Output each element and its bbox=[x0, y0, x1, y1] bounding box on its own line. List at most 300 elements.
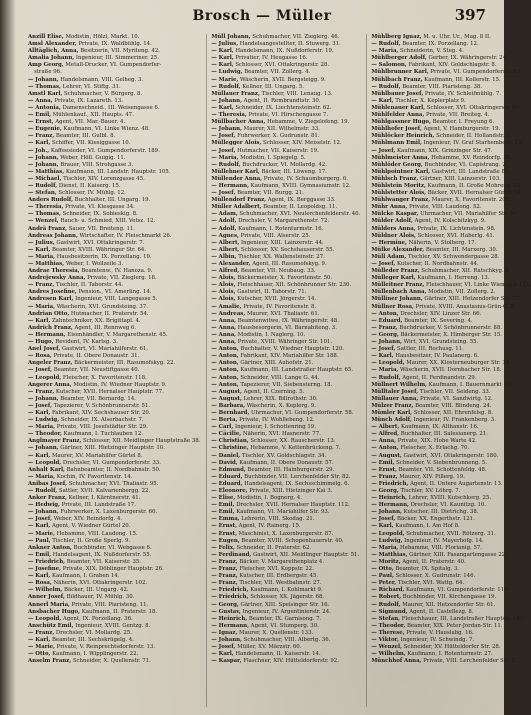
directory-entry bbox=[371, 69, 531, 76]
entry-details: Agent, II. Ferdinandstr. 29. bbox=[402, 374, 477, 381]
directory-entry bbox=[28, 233, 200, 240]
directory-entry bbox=[371, 630, 531, 637]
directory-entry bbox=[211, 41, 360, 48]
directory-entry bbox=[371, 523, 531, 530]
entry-name: — Johann, bbox=[211, 126, 242, 133]
directory-entry bbox=[28, 140, 200, 147]
entry-name: — Josef, bbox=[211, 147, 236, 154]
entry-details: Tischler, II. Taborstr. 44. bbox=[55, 282, 124, 289]
entry-name: — Elise, bbox=[211, 495, 236, 502]
directory-entry bbox=[211, 346, 360, 353]
entry-name: — Alois, bbox=[211, 289, 236, 296]
entry-details: Private, IV. Favoritenstr. 8. bbox=[243, 303, 317, 310]
entry-details: Private, VIII. Piaristeng. 11. bbox=[71, 601, 149, 608]
entry-name: Münchhof Anna, bbox=[371, 658, 422, 665]
entry-details: Schlosser, XV. Sechshauserstr. 55. bbox=[241, 246, 335, 253]
entry-details: Buchbinder, VII. Lerchenfelder Str. 82. bbox=[244, 473, 351, 480]
directory-entry bbox=[28, 375, 200, 382]
entry-name: — Josef, bbox=[371, 346, 396, 353]
directory-entry bbox=[371, 247, 531, 254]
directory-entry bbox=[371, 332, 531, 339]
directory-entry bbox=[28, 69, 200, 76]
entry-name: — Ernst, bbox=[211, 530, 237, 537]
entry-name: Mühlbrunner Karl, bbox=[371, 69, 429, 76]
entry-details: Modistin, I. Spiegelg. 5. bbox=[240, 154, 306, 161]
entry-details: Beamter, VII. Bernardg. 14. bbox=[60, 395, 136, 402]
entry-name: — Karl, bbox=[371, 523, 394, 530]
entry-name: — Leopold, bbox=[28, 374, 62, 381]
entry-details: Beamtenwitwe, IX. Währingerstr. 48. bbox=[237, 317, 339, 324]
entry-name: — Emma, bbox=[211, 516, 240, 523]
entry-details: Ingenieur, XVIII. Gentzg. 8. bbox=[75, 622, 151, 629]
entry-details: Beamter, IX. Garnisong. 7. bbox=[248, 615, 322, 622]
entry-name: Ankner Anton, bbox=[28, 544, 72, 551]
entry-details: Weber, Höll. Guigig. 11. bbox=[60, 154, 126, 161]
directory-entry bbox=[211, 445, 360, 452]
directory-entry bbox=[28, 431, 200, 438]
directory-entry bbox=[28, 119, 200, 126]
entry-details: Fuhrwerker, X. Gudrunstr. 81. bbox=[237, 133, 320, 140]
entry-name: Mühlstetter Alois, bbox=[371, 190, 427, 197]
entry-name: — Karl, bbox=[28, 246, 51, 253]
entry-details: Hutmacher, II. Praterstr. 54. bbox=[70, 310, 149, 317]
entry-details: Gärtner, XIII. Fasangartengasse 22. bbox=[409, 551, 507, 558]
entry-name: — Johann, bbox=[28, 395, 59, 402]
directory-entry bbox=[211, 502, 360, 509]
entry-name: — Heinrich, bbox=[211, 615, 248, 622]
directory-entry bbox=[371, 516, 531, 523]
entry-name: — Alois, bbox=[211, 275, 236, 282]
entry-name: — Karl, bbox=[28, 409, 51, 416]
entry-details: Sattler, XVII. Kalvarienbergg. 22. bbox=[58, 488, 151, 494]
directory-entry bbox=[371, 453, 531, 460]
entry-name: — August, bbox=[371, 452, 402, 459]
directory-entry bbox=[211, 431, 360, 438]
directory-entry bbox=[211, 98, 360, 105]
entry-details: Drechsler, VI. Gumpendorferstr. 33. bbox=[62, 459, 161, 466]
entry-name: — Anton, bbox=[371, 310, 399, 317]
entry-name: Mühlmeister Anna, bbox=[371, 154, 430, 161]
directory-entry bbox=[211, 396, 360, 403]
entry-details: Kaufmann, I. Am Hof 8. bbox=[395, 523, 460, 530]
entry-name: — Marie, bbox=[28, 644, 55, 651]
entry-name: — Karl, bbox=[211, 55, 234, 62]
entry-details: Privatier, IV. Heugasse 16. bbox=[235, 55, 308, 62]
directory-column-3 bbox=[366, 34, 531, 707]
entry-name: Mühlpointner Karl, bbox=[371, 168, 431, 175]
entry-details: Kaufmann, I. Kohlmarkt 9. bbox=[250, 587, 323, 594]
entry-name: — Josef, bbox=[28, 402, 52, 409]
entry-details: Pension., VI. Amerling. 14. bbox=[78, 289, 152, 296]
entry-details: Private, IX. Lazareth. 13. bbox=[54, 97, 124, 104]
entry-details: Fabrikant, XIV. Mariahilfer Str. 188. bbox=[240, 353, 339, 360]
entry-name: — Josef, bbox=[371, 147, 396, 154]
entry-details: Handelsagent, IX. Nußdorferstr. 55. bbox=[52, 551, 152, 558]
entry-name: — Otto, bbox=[371, 566, 394, 573]
entry-details: Agent, III. Rennweg 6. bbox=[74, 324, 137, 331]
entry-name: — Johann, bbox=[28, 445, 59, 452]
entry-details: Schuhmacher, VII. Zieglerg. 46. bbox=[252, 34, 340, 40]
entry-name: — Leopold, bbox=[371, 360, 405, 367]
directory-entry bbox=[28, 197, 200, 204]
entry-details: Private, VI. Gumpendorferstr. 63. bbox=[430, 69, 522, 76]
entry-details: Näherin, V. Stolberg. 17. bbox=[408, 239, 477, 246]
directory-entry bbox=[211, 637, 360, 644]
entry-details: Private, VIII. Lerchenfelder Str. 2. bbox=[423, 658, 517, 665]
entry-name: — Friedrich, bbox=[371, 480, 409, 487]
entry-name: — Franz, bbox=[28, 388, 55, 395]
entry-name: — Anton, bbox=[211, 374, 239, 381]
entry-name: — Hedwig, bbox=[28, 502, 60, 509]
directory-entry bbox=[371, 183, 531, 190]
directory-entry bbox=[211, 353, 360, 360]
directory-entry bbox=[28, 651, 200, 658]
entry-name: — Thomas, bbox=[28, 83, 61, 90]
entry-name: — Ernst, bbox=[28, 119, 54, 126]
directory-entry bbox=[28, 353, 200, 360]
entry-name: Mühlberg Ignaz, bbox=[371, 34, 422, 40]
entry-details: Tapezierer, V. Schönbrunnerstr. 51. bbox=[53, 402, 151, 409]
entry-details: Näherin, XVI. Ottakringerstr. 102. bbox=[53, 580, 148, 587]
entry-name: — Johann, bbox=[28, 509, 59, 516]
entry-name: Mülleder Franz, bbox=[371, 268, 420, 275]
entry-details: Private, VIII. Josefstädter Str. 29. bbox=[56, 424, 148, 431]
directory-entry bbox=[211, 69, 360, 76]
directory-entry bbox=[28, 438, 200, 445]
entry-details: Dienst, II. Kaiserg. 15. bbox=[58, 182, 121, 189]
directory-entry bbox=[371, 488, 531, 495]
entry-details: Kaufmann, XVIII. Gymnasiumstr. 12. bbox=[250, 182, 351, 189]
entry-details: Hebamme, VIII. Florianig. 57. bbox=[400, 544, 483, 551]
entry-details: Ingenieur, XIII. Lainzerstr. 44. bbox=[241, 239, 324, 246]
entry-details: Tischler, XV. Schwendergasse 28. bbox=[407, 253, 500, 260]
directory-entry bbox=[211, 289, 360, 296]
directory-entry bbox=[211, 183, 360, 190]
directory-entry bbox=[371, 353, 531, 360]
entry-details: Wirt, XVI. Grundsteing. 55. bbox=[403, 339, 479, 346]
entry-name: — Anton, bbox=[211, 346, 239, 353]
entry-name: — Rosa, bbox=[28, 353, 52, 360]
directory-entry bbox=[28, 509, 200, 516]
directory-entry bbox=[28, 126, 200, 133]
directory-entry bbox=[371, 609, 531, 616]
entry-details: Kutscher, III. Erdbergstr. 45. bbox=[239, 573, 319, 580]
entry-name: — Eduard, bbox=[211, 473, 243, 480]
entry-details: Drechsler, XVII. Hernalser Hauptstr. 112. bbox=[236, 502, 350, 509]
directory-entry bbox=[28, 566, 200, 573]
entry-details: Kaufmann, IX. Althanstr. 16. bbox=[400, 424, 479, 431]
entry-name: — Bernhard, bbox=[211, 409, 250, 416]
entry-details: Buchdrucker, V. Schönbrunnerstr. 88. bbox=[399, 324, 502, 331]
entry-details: Beamter, VII. Neustiftgasse 40. bbox=[53, 367, 140, 374]
directory-entry bbox=[28, 34, 200, 41]
entry-name: — Maria, bbox=[371, 367, 399, 374]
entry-name: — Adolf, bbox=[211, 225, 237, 232]
directory-entry bbox=[28, 176, 200, 183]
entry-details: Kutscher, II. Nordbahnstr. 44. bbox=[397, 261, 479, 267]
entry-details: Agent, II. Rembrandtstr. 30. bbox=[243, 97, 321, 104]
entry-details: Beamter, VII. Schottenfeldg. 48. bbox=[398, 466, 487, 473]
directory-entry bbox=[371, 531, 531, 538]
entry-details: Agent, IX. Porzellang. 36. bbox=[62, 615, 133, 622]
entry-details: Uhrmacher, VI. Gumpendorferstr. 58. bbox=[251, 409, 354, 416]
entry-name: — Wenzel, bbox=[371, 644, 402, 651]
entry-details: Beamter, III. Hainburgerstr. 29. bbox=[247, 466, 335, 473]
entry-name: — Ferdinand, bbox=[211, 551, 252, 558]
entry-name: — Maria, bbox=[371, 48, 399, 55]
entry-name: — Maria, bbox=[28, 303, 55, 310]
directory-entry bbox=[371, 552, 531, 559]
directory-entry bbox=[28, 77, 200, 84]
entry-name: Müllender Anna, bbox=[211, 175, 263, 182]
entry-details: Hausbesitzerin, IX. Porzellang. 19. bbox=[56, 253, 152, 260]
directory-entry bbox=[28, 637, 200, 644]
directory-entry bbox=[211, 140, 360, 147]
entry-name: — Rudolf, bbox=[211, 83, 241, 90]
entry-details: Ingenieur, IV. Frankenberg. 3. bbox=[413, 417, 496, 424]
entry-details: Kutscher, XVII. Jörgerstr. 14. bbox=[237, 296, 317, 303]
directory-entry bbox=[28, 587, 200, 594]
entry-details: Agent, II. Praterstr. 40. bbox=[402, 558, 466, 565]
directory-entry bbox=[371, 382, 531, 389]
directory-entry bbox=[28, 289, 200, 296]
directory-entry bbox=[211, 417, 360, 424]
entry-details: Gärtner, XIII. Auhofstr. 21. bbox=[240, 360, 314, 367]
directory-entry bbox=[28, 410, 200, 417]
entry-details: Kaffeesieder, VI. Gumpendorferstr. 189. bbox=[50, 147, 160, 154]
entry-details: Ingenieur, IV. Schwindg. 7. bbox=[400, 636, 475, 643]
entry-details: Beamter, III. Gulbl. 8. bbox=[55, 133, 116, 140]
entry-name: — Karl, bbox=[28, 317, 51, 324]
entry-details: Private, IX. Waldbühlg. 14. bbox=[78, 41, 152, 48]
directory-entry bbox=[28, 531, 200, 538]
entry-details: Ingenieur, III. Simmeriner. 25. bbox=[75, 55, 159, 62]
directory-entry bbox=[28, 282, 200, 289]
entry-details: Bildhauer, IV. Mühlg. 30. bbox=[66, 594, 135, 601]
directory-entry bbox=[211, 538, 360, 545]
directory-entry bbox=[211, 304, 360, 311]
directory-entry bbox=[371, 34, 531, 41]
entry-name: — Carl, bbox=[211, 424, 234, 431]
entry-name: — Georg, bbox=[371, 331, 399, 338]
entry-details: Private, XVIII. Währinger Str. 101. bbox=[237, 339, 333, 346]
entry-details: Gärtner, XIII. Speisinger Str. 16. bbox=[240, 601, 330, 608]
entry-name: — Agnes, bbox=[211, 232, 239, 239]
entry-name: — Kaspar, bbox=[211, 658, 242, 665]
entry-name: — Johann, bbox=[28, 76, 59, 83]
entry-name: — Anton, bbox=[211, 360, 239, 367]
directory-entry bbox=[371, 318, 531, 325]
entry-details: Gastwirt, XVI. Ottakringerstr. 7. bbox=[56, 239, 145, 246]
entry-details: Schlosser, XX. Jägerstr. 68. bbox=[250, 594, 325, 601]
entry-name: — Adolf, bbox=[211, 218, 237, 225]
entry-details: Private, VI. Hirschengasse 7. bbox=[248, 112, 329, 119]
entry-name: Mülleger Karl, bbox=[371, 275, 416, 282]
entry-name: — Sigmund, bbox=[371, 608, 408, 615]
entry-details: Schneider, X. Quellenstr. 71. bbox=[72, 658, 151, 665]
directory-entry bbox=[28, 84, 200, 91]
entry-name: — Friedrich, bbox=[28, 558, 66, 565]
entry-details: Fabrikant, XIV. Sechshauser Str. 20. bbox=[51, 409, 151, 416]
entry-name: — Josef, bbox=[28, 367, 52, 374]
directory-entry bbox=[28, 304, 200, 311]
directory-entry bbox=[371, 169, 531, 176]
entry-name: — Leopold, bbox=[371, 530, 405, 537]
entry-details: Private, IV. Wohllebeng. 12. bbox=[239, 417, 315, 424]
entry-details: Gärtner, XIII. Hetzendorfer Str. 77. bbox=[424, 296, 521, 303]
entry-details: Schlosser, XII. Ehrenfelsg. 8. bbox=[413, 409, 493, 416]
directory-entry bbox=[211, 559, 360, 566]
directory-entry bbox=[371, 389, 531, 396]
entry-details: Buchbinder, VII. Kirchengasse 19. bbox=[402, 594, 497, 601]
entry-name: Andreas Johann, bbox=[28, 232, 78, 239]
entry-details: Maurer, X. Favoritenstr. 202. bbox=[431, 197, 511, 204]
entry-name: — Antonia, bbox=[28, 104, 61, 111]
directory-entry bbox=[371, 502, 531, 509]
directory-entry bbox=[28, 240, 200, 247]
entry-details: Flaschner, XIV. Hütteldorferstr. 92. bbox=[243, 658, 339, 665]
entry-name: — Matthias, bbox=[371, 551, 408, 558]
entry-name: Mülliner Johann, bbox=[371, 296, 423, 303]
entry-details: Hebamme, V. Kettenbrückeng. 7. bbox=[250, 445, 341, 452]
entry-name: — Anna, bbox=[211, 339, 237, 346]
entry-details: Lehrer, XVIII. Kutschkerg. 25. bbox=[408, 495, 492, 502]
directory-entry bbox=[28, 204, 200, 211]
directory-entry bbox=[371, 637, 531, 644]
entry-details: Modistin, I. Naglerg. 10. bbox=[237, 331, 306, 338]
directory-entry bbox=[211, 382, 360, 389]
entry-name: Mühlenauer Karl, bbox=[371, 104, 426, 111]
entry-name: — Anna, bbox=[211, 317, 237, 324]
entry-name: Mülder Adolf, bbox=[371, 218, 413, 225]
entry-name: Anibas Josef, bbox=[28, 480, 68, 487]
entry-name: — Maria, bbox=[371, 544, 399, 551]
entry-name: — Stefan, bbox=[28, 190, 57, 197]
directory-entry bbox=[371, 644, 531, 651]
directory-entry bbox=[371, 140, 531, 147]
entry-name: — Moritz, bbox=[371, 558, 401, 565]
entry-name: — Anna, bbox=[28, 97, 53, 104]
directory-entry bbox=[211, 62, 360, 69]
entry-details: Lehrer, VI. Stiftg. 31. bbox=[62, 83, 121, 90]
directory-entry bbox=[211, 474, 360, 481]
entry-name: — Friedrich, bbox=[211, 587, 249, 594]
entry-details: Private, VII. Breiteg. 4. bbox=[426, 112, 490, 119]
entry-name: Mühlbach Franz, bbox=[371, 76, 423, 83]
entry-name: — David, bbox=[211, 459, 238, 466]
entry-details: Kaufmann, I. Herreng. 13. bbox=[417, 275, 490, 282]
entry-name: — August, bbox=[211, 388, 242, 395]
directory-entry bbox=[211, 155, 360, 162]
entry-details: Weber, XIV. Reindorfg. 4. bbox=[53, 516, 123, 523]
directory-entry bbox=[211, 105, 360, 112]
entry-details: Kaufmann, I. Wipplingerstr. 22. bbox=[52, 651, 139, 658]
entry-name: — Peter, bbox=[371, 580, 397, 587]
entry-name: — Anton, bbox=[211, 353, 239, 360]
entry-details: Schneider, XV. Hütteldorfer Str. 28. bbox=[403, 644, 501, 651]
entry-name: — Ludwig, bbox=[28, 417, 60, 424]
entry-details: Modistin, I. Bognerg. 4. bbox=[236, 495, 302, 502]
entry-name: — Robert, bbox=[371, 594, 402, 601]
entry-details: Maurer, X. Quellenstr. 133. bbox=[239, 629, 314, 636]
entry-name: — Albert, bbox=[211, 239, 240, 246]
entry-details: Buchbinder, VI. Webgasse 6. bbox=[73, 544, 152, 551]
directory-entry bbox=[211, 226, 360, 233]
entry-name: — Rudolf, bbox=[371, 41, 401, 48]
entry-details: Kaufmann, II. Obere Donaustr. 57. bbox=[239, 459, 334, 466]
entry-details: Schuhmacher, VIII. Albertg. 36. bbox=[243, 636, 331, 643]
entry-details: Tischler, VIII. Lenaug. 13. bbox=[261, 90, 333, 97]
entry-details: Tischler, VII. Seideng. 33. bbox=[419, 388, 491, 395]
entry-name: — Rudolf, bbox=[371, 83, 401, 90]
directory-entry bbox=[211, 233, 360, 240]
entry-name: — Andreas, bbox=[211, 310, 246, 317]
directory-entry bbox=[211, 282, 360, 289]
entry-name: — Christian, bbox=[211, 438, 249, 445]
directory-entry bbox=[28, 552, 200, 559]
entry-name: — Barbara, bbox=[211, 402, 246, 409]
entry-details: Fleischer, X. Erlachg. 70. bbox=[400, 445, 470, 452]
entry-name: — Maria, bbox=[211, 154, 239, 161]
entry-name: Andres Josefine, bbox=[28, 289, 77, 296]
entry-details: Tapezierer, VII. Siebensterng. 18. bbox=[240, 381, 333, 388]
entry-details: Gärtner, XIII. Hietzinger Hauptstr. 10. bbox=[60, 445, 165, 452]
entry-details: Private, VI. Kiesgasse 34. bbox=[65, 204, 135, 211]
directory-entry bbox=[211, 488, 360, 495]
directory-entry bbox=[28, 62, 200, 69]
entry-details: Handelsagent, IX. Sechsschimmelg. 6. bbox=[244, 480, 350, 487]
entry-details: Kaufmann, III. Landstr. Hauptstr. 105. bbox=[65, 168, 171, 175]
entry-details: Tischler, VII. Westbahnstr. 27. bbox=[239, 580, 322, 587]
entry-details: Schuhmacher, XII. Ratschkyg. 6. bbox=[421, 268, 511, 275]
entry-name: — August, bbox=[211, 395, 242, 402]
directory-entry bbox=[371, 41, 531, 48]
page-number: 397 bbox=[454, 6, 486, 24]
entry-name: — Karl, bbox=[211, 651, 234, 658]
directory-entry bbox=[211, 268, 360, 275]
entry-name: Mühlberger Adolf, bbox=[371, 55, 427, 62]
entry-name: — Michael, bbox=[28, 175, 62, 182]
entry-name: Andrian Otto, bbox=[28, 310, 70, 317]
entry-details: Kaufmann, XIX. Grinzinger Str. 47. bbox=[397, 147, 493, 154]
directory-entry bbox=[28, 382, 200, 389]
directory-entry bbox=[371, 559, 531, 566]
directory-entry bbox=[28, 339, 200, 346]
entry-details: Maurer, XII. Hetzendorfer Str. 61. bbox=[402, 601, 496, 608]
entry-details: Maurer, XII. Wilhelmstr. 33. bbox=[243, 126, 320, 133]
entry-name: — Anna, bbox=[211, 331, 237, 338]
entry-name: — Paul, bbox=[28, 537, 51, 544]
directory-entry bbox=[371, 233, 531, 240]
entry-name: — Anna, bbox=[211, 324, 237, 331]
entry-name: — Hermann, bbox=[371, 502, 409, 509]
directory-entry bbox=[371, 573, 531, 580]
entry-name: Müllbacher Anna, bbox=[211, 119, 266, 126]
directory-entry bbox=[28, 396, 200, 403]
directory-entry bbox=[371, 360, 531, 367]
entry-name: — Johann, bbox=[211, 636, 242, 643]
directory-entry bbox=[371, 162, 531, 169]
directory-entry bbox=[28, 573, 200, 580]
directory-entry bbox=[371, 431, 531, 438]
entry-name: Mühlöcker Heinrich, bbox=[371, 133, 435, 140]
entry-name: — Julius, bbox=[211, 41, 239, 48]
entry-details: Kaufmann, VI. Gumpendorferstr. 110. bbox=[406, 587, 510, 594]
entry-name: — Marie, bbox=[28, 530, 55, 537]
directory-entry bbox=[28, 623, 200, 630]
entry-name: — Thomas, bbox=[28, 211, 61, 218]
entry-details: Beamter, XVIII. Schopenhauerstr. 40. bbox=[241, 537, 344, 544]
